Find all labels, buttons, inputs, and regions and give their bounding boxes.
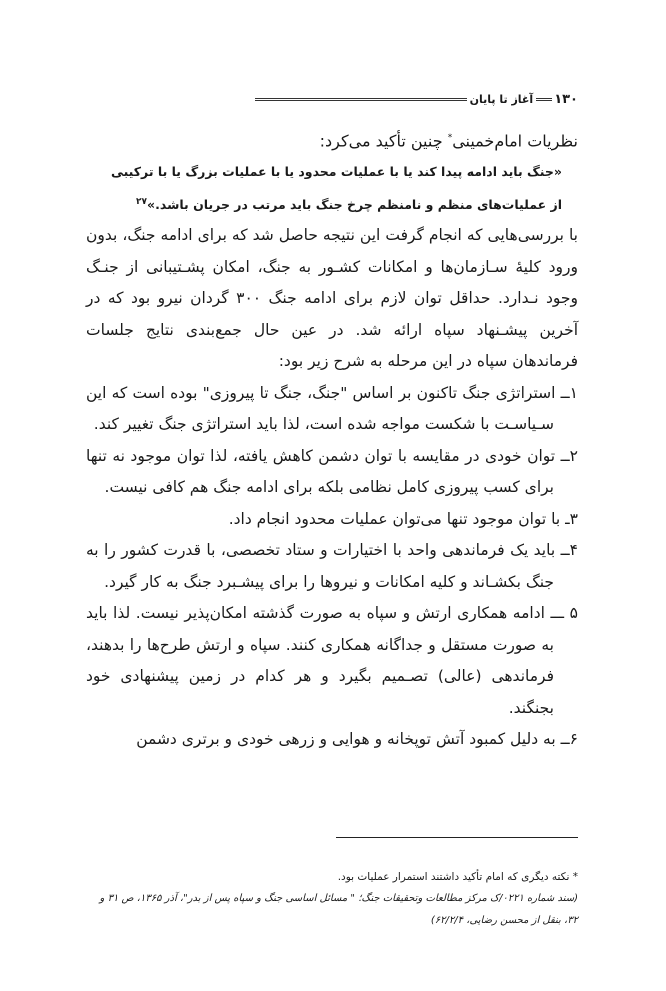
intro-tail: چنین تأکید می‌کرد: <box>319 131 448 151</box>
source-citation: (سند شماره ۰۲۲۱/ک مرکز مطالعات وتحقیقات جنگ؛ " مسائل اساسی جنگ و سپاه پس از بدر"، آذر ۱۳۶۵، ص ۳۱ و ۳۲، بنقل از محسن رضایی، ۶۲/۲/۴) <box>99 893 578 926</box>
list-item: ۶ــ به دلیل کمبود آتش توپخانه و هوایی و زرهی خودی و برتری دشمن <box>136 730 578 749</box>
list-item: ۲ــ توان خودی در مقایسه با توان دشمن کاهش یافته، لذا توان موجود نه تنها برای کسب پیروزی کامل نظامی بلکه برای ادامه جنگ هم کافی نیست. <box>86 446 578 497</box>
quote-block <box>86 157 578 220</box>
footnote-mark: * <box>447 133 453 143</box>
list-item: ۱ــ استراتژی جنگ تاکنون بر اساس "جنگ، جنگ تا پیروزی" بوده است که این سـیاسـت با شکست مواجه شده است، لذا باید استراتژی جنگ تغییر کند. <box>86 383 578 434</box>
book-title: آغاز تا پایان <box>469 93 534 106</box>
list-item: ۴ــ باید یک فرماندهی واحد با اختیارات و ستاد تخصصی، با قدرت کشور را به جنگ بکشـاند و کلیه امکانات و نیروها را برای پیشـبرد جنگ به کار گیرد. <box>86 541 578 591</box>
footnote-divider <box>336 837 578 838</box>
page-body <box>86 122 578 756</box>
header-rule-short <box>536 98 552 101</box>
main-paragraph: با بررسی‌هایی که انجام گرفت این نتیجه حاصل شد که برای ادامه جنگ، بدون ورود کلیهٔ سـازمان‌ها و امکانات کشـور به جنگ، امکان پشـتیبانی از جنـگ وجود نـدارد. حداقل توان لازم برای ادامه جنگ ۳۰۰ گردان نیرو بود که در آخرین پیشـنهاد سپاه ارائه شد. در عین حال جمع‌بندی نتایج جلسات فرماندهان سپاه در این مرحله به شرح زیر بود: <box>86 226 578 371</box>
quote-line: «جنگ باید ادامه پیدا کند یا با عملیات محدود یا با عملیات بزرگ یا با ترکیبی <box>110 164 562 180</box>
quote-line-text: از عملیات‌های منظم و نامنظم چرخ جنگ باید مرتب در جریان باشد.» <box>147 197 562 213</box>
list-item: ۳ـ با توان موجود تنها می‌توان عملیات محدود انجام داد. <box>228 509 578 528</box>
intro-text: نظریات امام‌خمینی <box>452 131 578 151</box>
quote-reference: ۲۷ <box>136 197 148 208</box>
footnote-text: * نکته دیگری که امام تأکید داشتند استمرار عملیات بود. <box>337 871 578 883</box>
page-header <box>255 92 578 107</box>
footnotes <box>86 866 578 932</box>
list-item: ۵ ـــ ادامه همکاری ارتش و سپاه به صورت گذشته امکان‌پذیر نیست. لذا باید به صورت مستقل و جداگانه همکاری کنند. سپاه و ارتش طرح‌ها را بدهند، فرماندهی (عالی) تصـمیم بگیرد و هر کدام در زمین پیشنهادی خود بجنگند. <box>86 604 578 717</box>
quote-line <box>86 187 562 220</box>
page-number: ۱۳۰ <box>554 92 578 107</box>
header-rule-long <box>255 98 467 101</box>
intro-line <box>86 122 578 157</box>
